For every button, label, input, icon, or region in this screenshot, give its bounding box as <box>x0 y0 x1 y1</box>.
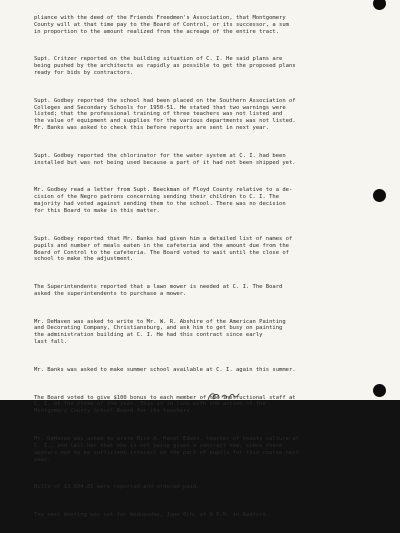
paragraph-building-situation: Supt. Critzer reported on the building situation of C. I. He said plans are being pushed by the architects as rapidly as possible to get the proposed plans ready for bids by contractors. <box>34 56 296 77</box>
paragraph-lawn-mower: The Superintendents reported that a lawn mower is needed at C. I. The Board asked the superintendents to purchase a mower. <box>34 284 283 297</box>
signature-mark <box>206 391 246 401</box>
paragraph-beauty-culture: Mr. DeHaven was asked to write Miss A. Hazel Edwin, teacher of beauty culture at C. I., and tell her that she is not being given a contract now, since there appears not to be sufficient interest on the part of pupils for this course next year. <box>34 435 299 463</box>
paragraph-staff-bonus: The Board voted to give $100 bonus to each member of the instructional staff at C. I. at the close of the year. This is in line with the action of the Montgomery County School Board for its teachers. <box>34 394 296 415</box>
paragraph-floyd-county-letter: Mr. Godbey read a letter from Supt. Beeckman of Floyd County relative to a de- cision of the Negro patrons concerning sending their children to C. I. The majority had voted against sending them to the school. There was no decision for this Board to make in this matter. <box>34 187 293 215</box>
binder-hole <box>373 384 386 397</box>
minutes-body <box>34 1 370 533</box>
paragraph-next-meeting: The next meeting was set for Wednesday, June 6th, at 8 P.M. in Radford. <box>34 511 270 518</box>
paragraph-southern-association: Supt. Godbey reported the school had been placed on the Southern Association of Colleges and Secondary Schools for 1950-51. He stated that two warnings were listed; that the professional training of three teachers was not listed and the value of equipment and supplies for the various departments was not listed. Mr. Banks was asked to check this before reports are sent in next year. <box>34 97 296 132</box>
paragraph-bills-paid: Bills of $3,604.85 were reported and ordered paid. <box>34 484 200 491</box>
paragraph-cafeteria-meals: Supt. Godbey reported that Mr. Banks had given him a detailed list of names of pupils and number of meals eaten in the cafeteria and the amount due from the Board of Control to the cafeteria. The Board voted to wait until the close of school to make the adjustment. <box>34 235 293 263</box>
paragraph-painting-contract: Mr. DeHaven was asked to write to Mr. W. R. Abshire of the American Painting and Decorating Company, Christiansburg, and ask him to get busy on painting the administration building at C. I. He had this contract since early last fall. <box>34 318 286 346</box>
paragraph-summer-school: Mr. Banks was asked to make summer school available at C. I. again this summer. <box>34 366 296 373</box>
paragraph-friends-freedmen-deed: pliance with the deed of the Friends Freedmen's Association, that Montgomery County will at that time pay to the Board of Control, or its successor, a sum in proportion to the amount realized from the acreage of the entire tract. <box>34 14 289 35</box>
binder-hole <box>373 0 386 10</box>
binder-hole <box>373 189 386 202</box>
paragraph-chlorinator: Supt. Godbey reported the chlorinator for the water system at C. I. had been installed but was not being used because a part of it had not been shipped yet. <box>34 152 296 166</box>
